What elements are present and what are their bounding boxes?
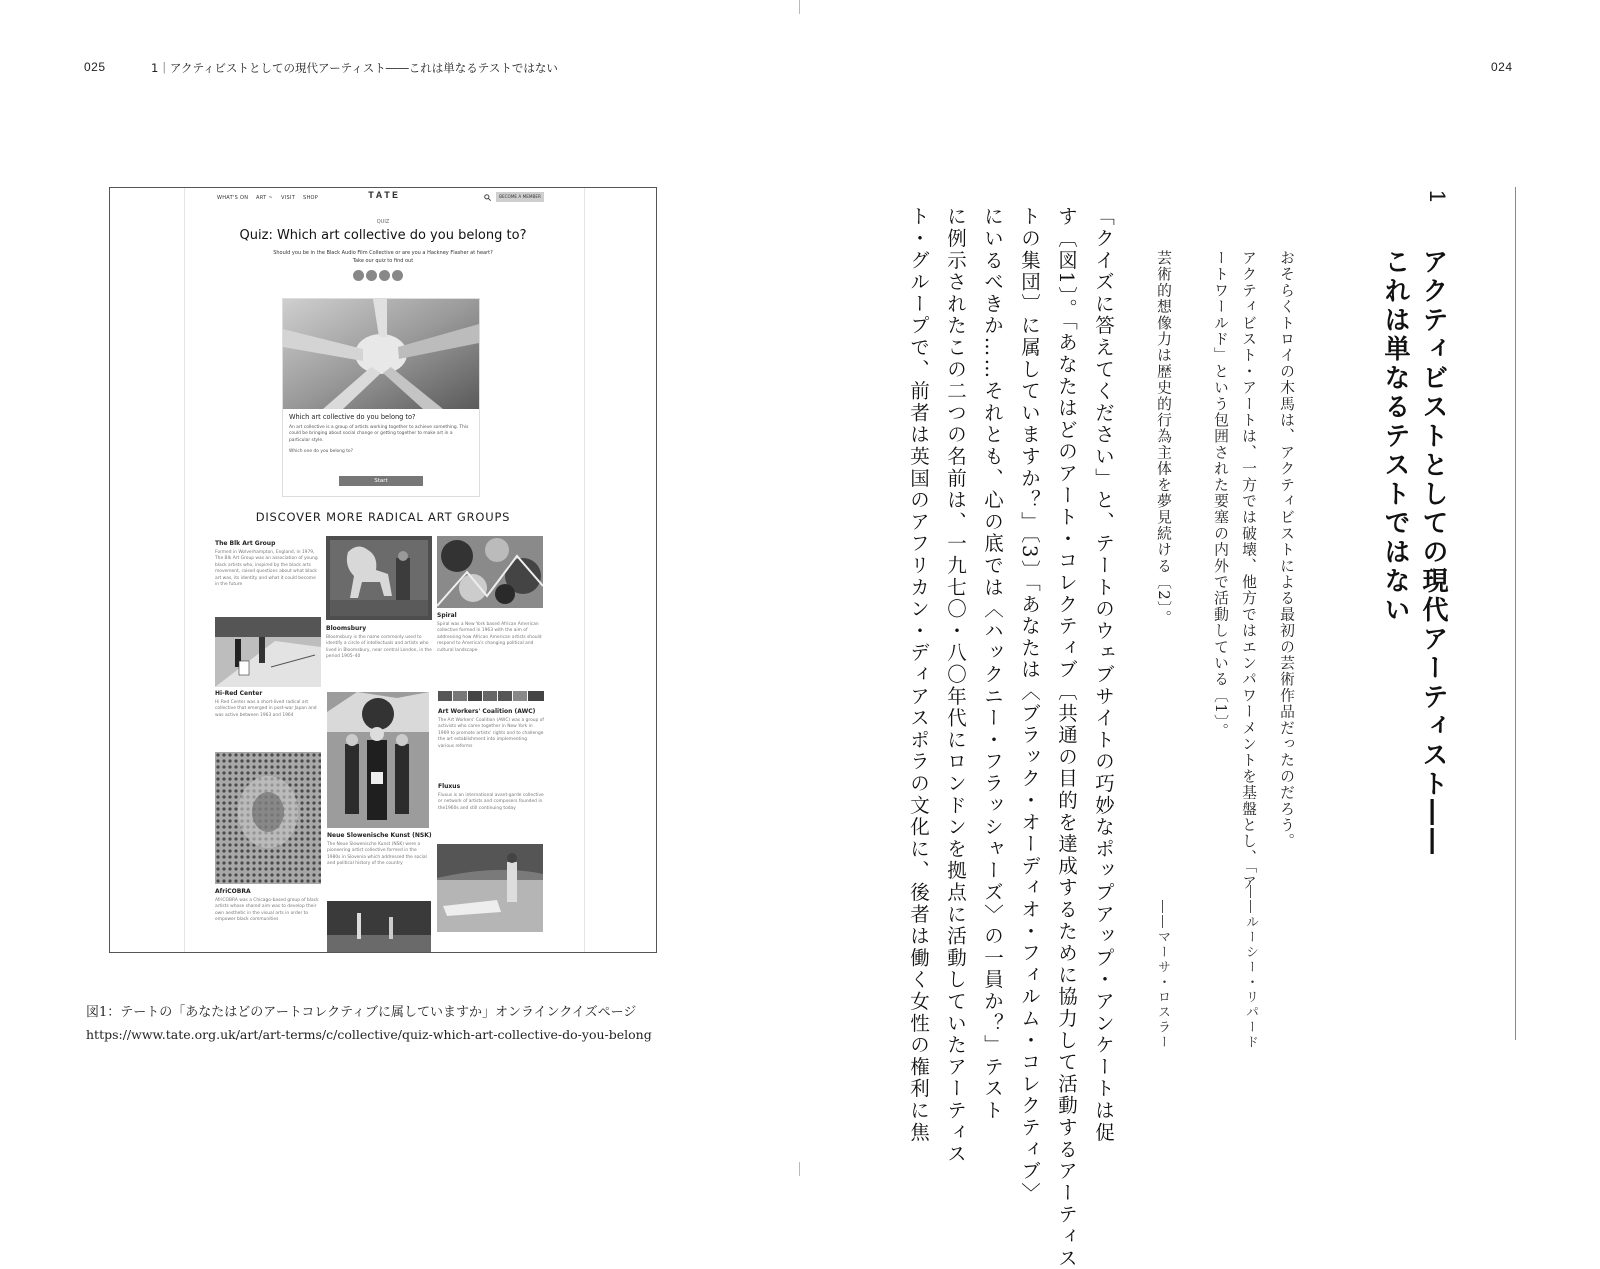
group-desc-nsk: The Neue Slowenische Kunst (NSK) were a pioneering artist collective formed in the 1980s in Slovenia which addressed the social and political history of the country: [327, 842, 427, 867]
group-desc-africobra: AfriCOBRA was a Chicago-based group of black artists whose shared aim was to develop their own aesthetic in the visual arts in order to empower black communities: [215, 898, 319, 923]
figure-tate-quiz-screenshot: [109, 187, 657, 953]
mail-icon[interactable]: [379, 270, 390, 281]
nav-shop[interactable]: SHOP: [303, 195, 319, 201]
africobra-image[interactable]: [215, 752, 321, 884]
tate-logo[interactable]: TATE: [368, 191, 401, 202]
hands-photo: [283, 299, 479, 409]
nav-visit[interactable]: VISIT: [281, 195, 296, 201]
quiz-card: [282, 298, 480, 497]
nav-whats-on[interactable]: WHAT'S ON: [217, 195, 249, 201]
crop-mark-top: [799, 0, 800, 14]
discover-heading: DISCOVER MORE RADICAL ART GROUPS: [255, 510, 511, 524]
body-line-6: ト・グループで、前者は英国のアフリカン・ディアスポラの文化に、後者は働く女性の権利に焦: [907, 206, 930, 1144]
group-title-hired[interactable]: Hi-Red Center: [215, 690, 263, 697]
start-button[interactable]: Start: [339, 476, 423, 486]
group-desc-bloomsbury: Bloomsbury is the name commonly used to identify a circle of intellectuals and artists who lived in Bloomsbury, near central London, in the period 1905–40: [326, 635, 432, 660]
group-title-blk[interactable]: The Blk Art Group: [215, 540, 276, 547]
nav-art[interactable]: ART ~: [256, 195, 273, 201]
quiz-title: Quiz: Which art collective do you belong to?: [239, 228, 527, 243]
card-question: Which one do you belong to?: [289, 449, 353, 454]
epigraph-3-attribution: ――マーサ・ロスラー: [1155, 900, 1170, 1050]
page-edge-left: [184, 188, 185, 952]
quiz-subtitle-2: Take our quiz to find out: [352, 258, 414, 264]
hired-center-image[interactable]: [215, 617, 321, 687]
pinterest-icon[interactable]: [392, 270, 403, 281]
figure-caption: 図1：テートの「あなたはどのアートコレクティブに属していますか」オンラインクイズページ: [86, 1005, 637, 1020]
chapter-rule: [1515, 187, 1516, 1040]
card-heading: Which art collective do you belong to?: [289, 413, 416, 421]
group-desc-spiral: Spiral was a New York based African American collective formed in 1963 with the aim of addressing how African American artists should respond to America's changing political and cultural landscape: [437, 622, 542, 653]
crop-mark-bottom: [799, 1162, 800, 1176]
group-title-nsk[interactable]: Neue Slowenische Kunst (NSK): [327, 832, 432, 839]
group-desc-blk: Formed in Wolverhampton, England, in 1979, The Blk Art Group was an association of young black artists who, inspired by the black arts movement, raised questions about what black art was, its identity and what it could become in the future: [215, 550, 318, 588]
twitter-icon[interactable]: [353, 270, 364, 281]
group-desc-hired: Hi Red Center was a short-lived radical art collective that emerged in post-war Japan and was active between 1963 and 1964: [215, 700, 317, 718]
quiz-eyebrow: QUIZ: [376, 219, 390, 225]
body-line-4: にいるべきか……それとも、心の底では〈ハックニー・フラッシャーズ〉の一員か？」テスト: [981, 206, 1004, 1122]
group-desc-awc: The Art Workers' Coalition (AWC) was a group of activists who came together in New York in 1969 to promote artists' rights and to challenge the art establishment into implementing various reforms: [438, 718, 544, 749]
body-line-5: に例示されたこの二つの名前は、一九七〇・八〇年代にロンドンを拠点に活動していたアーティス: [944, 206, 967, 1166]
quiz-subtitle-1: Should you be in the Black Audio Film Collective or are you a Hackney Flasher at heart?: [273, 250, 493, 256]
epigraph-3: 芸術的想像力は歴史的行為主体を夢見続ける〔2〕。: [1155, 250, 1172, 627]
nsk-image[interactable]: [327, 692, 429, 828]
chapter-number: 1: [1425, 190, 1450, 203]
running-head: 1｜アクティビストとしての現代アーティスト――これは単なるテストではない: [151, 61, 558, 75]
body-line-1: 「クイズに答えてください」と、テートのウェブサイトの巧妙なポップアップ・アンケートは促: [1092, 206, 1115, 1144]
group-title-fluxus[interactable]: Fluxus: [438, 783, 461, 790]
group-title-spiral[interactable]: Spiral: [437, 612, 457, 619]
awc-image[interactable]: [438, 690, 544, 702]
group-desc-fluxus: Fluxus is an international avant-garde collective or network of artists and composers founded in the1960s and still continuing today: [438, 793, 544, 811]
dance-image[interactable]: [327, 901, 431, 952]
page-edge-right: [584, 188, 585, 952]
bloomsbury-image[interactable]: [326, 536, 432, 620]
chapter-title-line2: これは単なるテストではない: [1380, 248, 1410, 625]
epigraph-1-attribution: ――ルーシー・リパード: [1243, 885, 1258, 1050]
epigraph-2-line2: ートワールド」という包囲された要塞の内外で活動している〔1〕。: [1212, 250, 1229, 740]
body-line-2: す〔図1〕。「あなたはどのアート・コレクティブ〔共通の目的を達成するために協力して活動するアーティス: [1055, 206, 1078, 1269]
body-line-3: トの集団〕に属していますか？」〔3〕「あなたは〈ブラック・オーディオ・フィルム・コレクティブ〉: [1018, 206, 1041, 1205]
group-title-africobra[interactable]: AfriCOBRA: [215, 888, 251, 895]
right-page-number: 024: [1491, 60, 1513, 74]
boat-image[interactable]: [437, 844, 543, 932]
epigraph-1: おそらくトロイの木馬は、アクティビストによる最初の芸術作品だったのだろう。: [1278, 250, 1295, 850]
become-member-button[interactable]: BECOME A MEMBER: [496, 192, 544, 202]
left-page-number: 025: [84, 60, 106, 74]
figure-caption-url[interactable]: https://www.tate.org.uk/art/art-terms/c/collective/quiz-which-art-collective-do-you-belong: [86, 1027, 652, 1042]
facebook-icon[interactable]: [366, 270, 377, 281]
spiral-image[interactable]: [437, 536, 543, 608]
chapter-title-line1: アクティビストとしての現代アーティスト――: [1418, 248, 1448, 857]
card-text: An art collective is a group of artists working together to achieve something. This could be bringing about social change or getting together to make art in a particular style.: [289, 425, 469, 443]
group-title-awc[interactable]: Art Workers' Coalition (AWC): [438, 708, 536, 715]
epigraph-2-line1: アクティビスト・アートは、一方では破壊、他方ではエンパワーメントを基盤とし、「ア: [1240, 250, 1257, 891]
group-title-bloomsbury[interactable]: Bloomsbury: [326, 625, 367, 632]
search-icon[interactable]: [484, 194, 491, 201]
